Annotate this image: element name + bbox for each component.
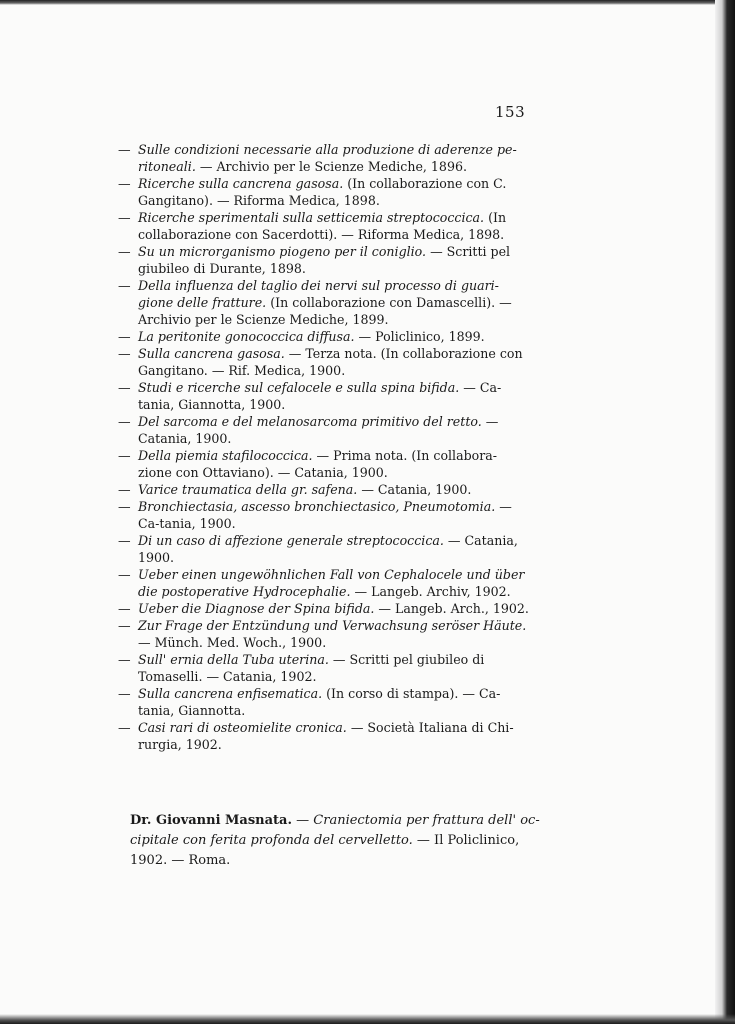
author-work-title: Craniectomia per frattura dell' oc-cipitale con ferita profonda del cervelletto. xyxy=(130,813,540,848)
list-item: — Zur Frage der Entzündung und Verwachsung seröser Häute. — Münch. Med. Woch., 1900. xyxy=(118,618,527,650)
list-item: — Casi rari di osteomielite cronica. — Società Italiana di Chi-rurgia, 1902. xyxy=(118,720,514,752)
list-item: — Varice traumatica della gr. safena. — Catania, 1900. xyxy=(118,482,472,497)
list-item: — Sulla cancrena gasosa. — Terza nota. (In collaborazione con Gangitano. — Rif. Medica, 1900. xyxy=(118,346,523,378)
book-spine-edge xyxy=(715,0,735,1024)
author-name: Dr. Giovanni Masnata. xyxy=(130,813,292,828)
list-item: — Del sarcoma e del melanosarcoma primitivo del retto. — Catania, 1900. xyxy=(118,414,499,446)
list-item: — Sull' ernia della Tuba uterina. — Scritti pel giubileo di Tomaselli. — Catania, 1902. xyxy=(118,652,485,684)
page-top-edge xyxy=(0,0,735,5)
list-item: — Sulle condizioni necessarie alla produzione di aderenze pe-ritoneali. — Archivio per le Scienze Mediche, 1896. xyxy=(118,142,517,174)
list-item: — Della piemia stafilococcica. — Prima nota. (In collabora-zione con Ottaviano). — Catania, 1900. xyxy=(118,448,498,480)
list-item: — Ricerche sperimentali sulla setticemia streptococcica. (In collaborazione con Sacerdotti). — Riforma Medica, 1898. xyxy=(118,210,507,242)
list-item: — Bronchiectasia, ascesso bronchiectasico, Pneumotomia. — Ca-tania, 1900. xyxy=(118,499,512,531)
list-item: — La peritonite gonococcica diffusa. — Policlinico, 1899. xyxy=(118,329,485,344)
list-item: — Sulla cancrena enfisematica. (In corso di stampa). — Ca-tania, Giannotta. xyxy=(118,686,501,718)
author-entry: Dr. Giovanni Masnata. — Craniectomia per frattura dell' oc-cipitale con ferita profonda del cervelletto. — Il Policlinico, 1902. — Roma. xyxy=(130,813,540,868)
page-bottom-edge xyxy=(0,1014,735,1024)
list-item: — Su un microrganismo piogeno per il coniglio. — Scritti pel giubileo di Durante, 1898. xyxy=(118,244,511,276)
page-number: 153 xyxy=(495,103,526,121)
author-work-source: — Il Policlinico, 1902. — Roma. xyxy=(130,833,520,868)
list-item: — Di un caso di affezione generale streptococcica. — Catania, 1900. xyxy=(118,533,518,565)
bibliography-list xyxy=(118,141,530,753)
list-item: — Della influenza del taglio dei nervi sul processo di guari-gione delle fratture. (In collaborazione con Damascelli). — Archivio per le Scienze Mediche, 1899. xyxy=(118,278,512,327)
list-item: — Studi e ricerche sul cefalocele e sulla spina bifida. — Ca-tania, Giannotta, 1900. xyxy=(118,380,502,412)
list-item: — Ueber einen ungewöhnlichen Fall von Cephalocele und über die postoperative Hydrocephalie. — Langeb. Archiv, 1902. xyxy=(118,567,525,599)
list-item: — Ueber die Diagnose der Spina bifida. — Langeb. Arch., 1902. xyxy=(118,601,529,616)
list-item: — Ricerche sulla cancrena gasosa. (In collaborazione con C. Gangitano). — Riforma Medica, 1898. xyxy=(118,176,507,208)
